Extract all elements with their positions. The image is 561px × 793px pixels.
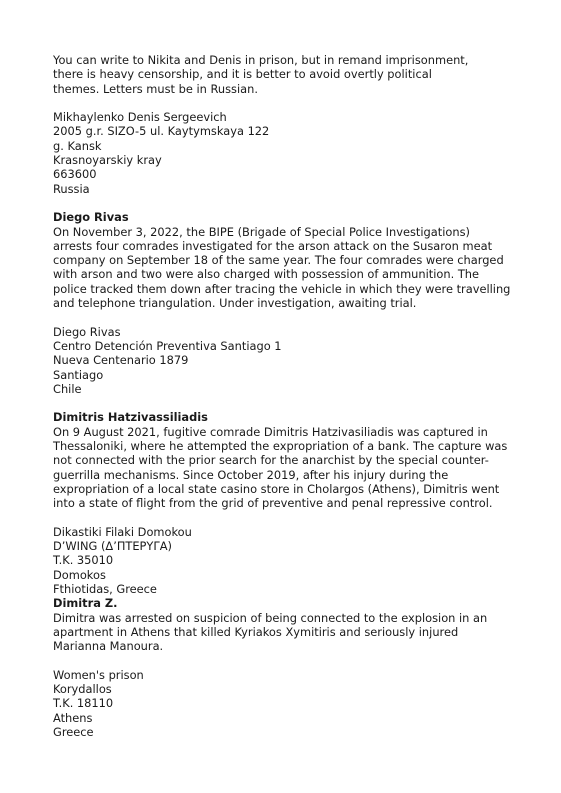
text-line: You can write to Nikita and Denis in prison, but in remand imprisonment, — [53, 53, 469, 67]
address-line: T.K. 18110 — [53, 696, 114, 711]
address-line: g. Kansk — [53, 138, 102, 153]
text-line: On November 3, 2022, the BIPE (Brigade of Special Police Investigations) — [53, 224, 470, 239]
address-line: Centro Detención Preventiva Santiago 1 — [53, 338, 282, 353]
address-line: D’WING (Δ’ΠΤΕΡΥΓΑ) — [53, 539, 172, 554]
prisoner-name: Dimitris Hatzivassiliadis — [53, 410, 208, 425]
text-line: there is heavy censorship, and it is better to avoid overtly political — [53, 67, 432, 82]
address-line: Mikhaylenko Denis Sergeevich — [53, 110, 227, 125]
prisoner-section-dimitra — [53, 596, 523, 739]
text-line: arrests four comrades investigated for the arson attack on the Susaron meat — [53, 238, 493, 253]
address-line: Diego Rivas — [53, 324, 121, 339]
address-line: Domokos — [53, 567, 106, 582]
document-page — [53, 53, 523, 739]
address-line: Women's prison — [53, 667, 144, 682]
text-line: company on September 18 of the same year. The four comrades were charged — [53, 253, 504, 268]
prisoner-section-diego — [53, 210, 523, 396]
address-denis — [53, 110, 523, 196]
address-line: Korydallos — [53, 682, 112, 697]
text-line: into a state of flight from the grid of preventive and penal repressive control. — [53, 496, 493, 511]
text-line: Thessaloniki, where he attempted the expropriation of a bank. The capture was — [53, 439, 508, 454]
address-line: Nueva Centenario 1879 — [53, 353, 189, 368]
intro-paragraph — [53, 53, 523, 96]
text-line: apartment in Athens that killed Kyriakos Xymitiris and seriously injured — [53, 624, 459, 639]
address-line: Krasnoyarskiy kray — [53, 153, 162, 168]
address-line: Athens — [53, 710, 93, 725]
address-line: Chile — [53, 381, 82, 396]
text-line: On 9 August 2021, fugitive comrade Dimitris Hatzivasiliadis was captured in — [53, 424, 488, 439]
address-line: 663600 — [53, 167, 97, 182]
text-line: police tracked them down after tracing the vehicle in which they were travelling — [53, 281, 511, 296]
prisoner-name: Dimitra Z. — [53, 596, 118, 611]
address-line: Greece — [53, 724, 94, 739]
address-line: Santiago — [53, 367, 104, 382]
text-line: Dimitra was arrested on suspicion of being connected to the explosion in an — [53, 610, 488, 625]
text-line: with arson and two were also charged with possession of ammunition. The — [53, 267, 480, 282]
address-line: Dikastiki Filaki Domokou — [53, 524, 192, 539]
text-line: guerrilla mechanisms. Since October 2019, after his injury during the — [53, 467, 449, 482]
text-line: not connected with the prior search for the anarchist by the special counter- — [53, 453, 489, 468]
address-line: Fthiotidas, Greece — [53, 581, 157, 596]
address-line: 2005 g.r. SIZO-5 ul. Kaytymskaya 122 — [53, 124, 270, 139]
text-line: themes. Letters must be in Russian. — [53, 81, 258, 96]
address-line: T.K. 35010 — [53, 553, 114, 568]
prisoner-name: Diego Rivas — [53, 210, 129, 225]
text-line: expropriation of a local state casino store in Cholargos (Athens), Dimitris went — [53, 481, 500, 496]
text-line: Marianna Manoura. — [53, 639, 164, 654]
text-line: and telephone triangulation. Under investigation, awaiting trial. — [53, 296, 417, 311]
prisoner-section-dimitris — [53, 410, 523, 596]
address-line: Russia — [53, 181, 90, 196]
